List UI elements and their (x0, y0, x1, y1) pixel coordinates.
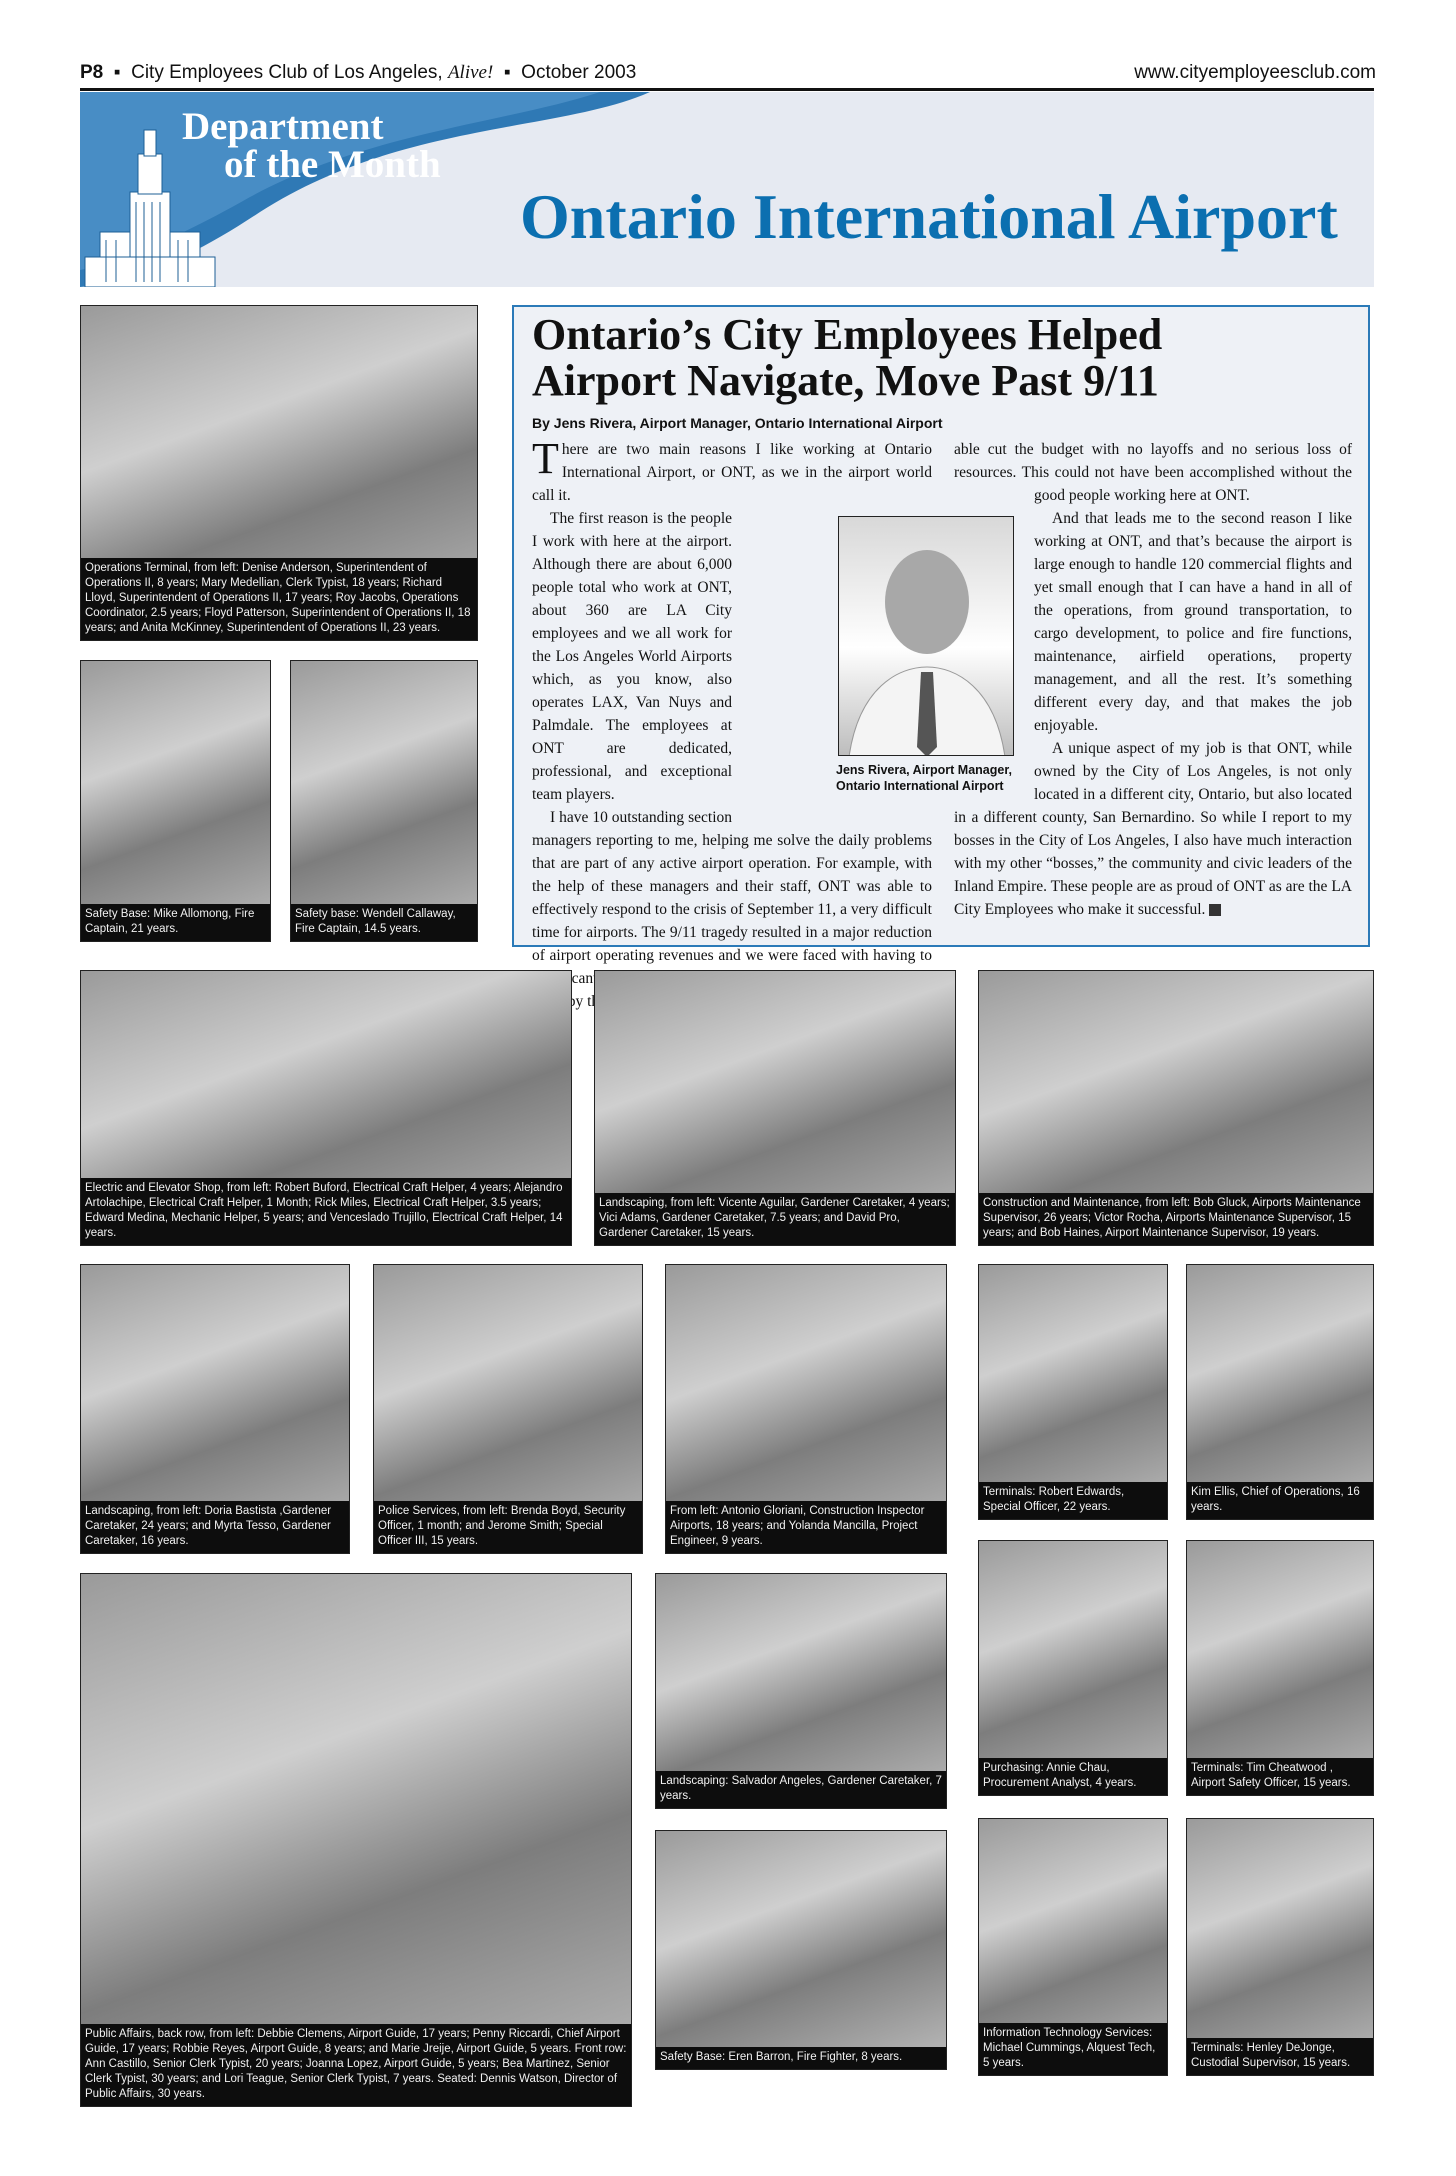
issue-date: October 2003 (521, 62, 637, 83)
photo-police-services (373, 1264, 643, 1554)
photo-mike-allomong (80, 660, 271, 942)
article-byline: By Jens Rivera, Airport Manager, Ontario International Airport (532, 415, 943, 431)
photo-eren-barron (655, 1830, 947, 2070)
article-title-line1: Ontario’s City Employees Helped (532, 310, 1163, 359)
photo-salvador-angeles (655, 1573, 947, 1809)
photo-construction-maintenance (978, 970, 1374, 1246)
website-link[interactable]: www.cityemployeesclub.com (1134, 62, 1376, 83)
photo-michael-cummings (978, 1818, 1168, 2076)
paragraph-2: The first reason is the people I work with here at the airport. Although there are about 6,000 people total who work at ONT, about 360 are LA City employees and we all work for the Los Angeles World Airports which, as you know, also operates LAX, Van Nuys and Palmdale. The employees at ONT are dedicated, professional, and exceptional team players. (532, 510, 732, 803)
drop-cap: T (532, 434, 559, 483)
photo-caption: Terminals: Henley DeJonge, Custodial Supervisor, 15 years. (1187, 2038, 1373, 2075)
photo-caption: Safety base: Wendell Callaway, Fire Captain, 14.5 years. (291, 904, 477, 941)
paragraph-5: And that leads me to the second reason I like working at ONT, and that’s because the airport is large enough to handle 120 commercial flights and yet small enough that I can have a hand in all of the operations, from ground transportation, to cargo development, to police and fire functions, maintenance, airfield operations, property management, and all the rest. It’s something different every day, and that makes the job enjoyable. (1034, 510, 1352, 734)
photo-henley-dejonge (1186, 1818, 1374, 2076)
section-heading-line2: of the Month (224, 143, 441, 186)
photo-caption: Terminals: Tim Cheatwood , Airport Safety Officer, 15 years. (1187, 1758, 1373, 1795)
photo-kim-ellis (1186, 1264, 1374, 1520)
article-title (532, 312, 1352, 404)
photo-public-affairs (80, 1573, 632, 2107)
section-heading-line1: Department (182, 105, 384, 148)
portrait-caption (836, 762, 1026, 794)
photo-caption: Operations Terminal, from left: Denise Anderson, Superintendent of Operations II, 8 years; Mary Medellian, Clerk Typist, 18 years; Richard Lloyd, Superintendent of Operations II, 17 years; Roy Jacobs, Operations Coordinator, 2.5 years; Floyd Patterson, Superintendent of Operations II, 18 years; and Anita McKinney, Superintendent of Operations II, 23 years. (81, 558, 477, 640)
photo-caption: Landscaping, from left: Doria Bastista ,Gardener Caretaker, 24 years; and Myrta Tesso, Gardener Caretaker, 16 years. (81, 1501, 349, 1553)
photo-wendell-callaway (290, 660, 478, 942)
photo-caption: From left: Antonio Gloriani, Construction Inspector Airports, 18 years; and Yolanda Mancilla, Project Engineer, 9 years. (666, 1501, 946, 1553)
end-mark-icon (1209, 904, 1221, 916)
magazine-name: Alive! (447, 62, 494, 83)
article-title-line2: Airport Navigate, Move Past 9/11 (532, 356, 1159, 405)
portrait-caption-line1: Jens Rivera, Airport Manager, (836, 763, 1012, 777)
bullet-icon: ▪ (498, 62, 516, 83)
photo-caption: Landscaping, from left: Vicente Aguilar, Gardener Caretaker, 4 years; Vici Adams, Gardener Caretaker, 7.5 years; and David Pro, Gardener Caretaker, 15 years. (595, 1193, 955, 1245)
photo-tim-cheatwood (1186, 1540, 1374, 1796)
portrait-figure-icon (839, 517, 1014, 756)
photo-landscaping-group (594, 970, 956, 1246)
page-header (80, 62, 636, 84)
photo-robert-edwards (978, 1264, 1168, 1520)
photo-caption: Safety Base: Mike Allomong, Fire Captain, 21 years. (81, 904, 270, 941)
photo-electric-elevator-shop (80, 970, 572, 1246)
photo-construction-inspector (665, 1264, 947, 1554)
photo-caption: Public Affairs, back row, from left: Debbie Clemens, Airport Guide, 17 years; Penny Riccardi, Chief Airport Guide, 17 years; Robbie Reyes, Airport Guide, 8 years; and Marie Jreije, Airport Guide, 5 years. Front row: Ann Castillo, Senior Clerk Typist, 20 years; Joanna Lopez, Airport Guide, 5 years; Bea Martinez, Senior Clerk Typist, 30 years; and Lori Teague, Senior Clerk Typist, 7 years. Seated: Dennis Watson, Director of Public Affairs, 30 years. (81, 2024, 631, 2106)
paragraph-3: I have 10 outstanding section managers reporting to me, helping me solve the daily problems that are part of any active airport operation. For example, with the help of these managers and their staff, ONT was able to effectively respond to the crisis of September 11, a very difficult time for airports. The 9/11 tragedy resulted in a major reduction of airport operating revenues and we were faced with having to by (532, 809, 932, 1010)
header-rule (80, 88, 1374, 91)
photo-caption: Construction and Maintenance, from left: Bob Gluck, Airports Maintenance Supervisor, 26 years; Victor Rocha, Airports Maintenance Supervisor, 15 years; and Bob Haines, Airport Maintenance Supervisor, 19 years. (979, 1193, 1373, 1245)
page-title: Ontario International Airport (520, 181, 1338, 252)
photo-caption: Landscaping: Salvador Angeles, Gardener Caretaker, 7 years. (656, 1771, 946, 1808)
paragraph-6: A unique aspect of my job is that ONT, while owned by the City of Los Angeles, is not only located in a different city, Ontario, but also located in a different county, San Bernardino. So while I report to my bosses in the City of Los Angeles, I also have much interaction with my other “bosses,” the community and civic leaders of the Inland Empire. These people are as proud of ONT as are the LA City Employees who make it successful. (954, 740, 1352, 918)
bullet-icon: ▪ (108, 62, 126, 83)
photo-caption: Electric and Elevator Shop, from left: Robert Buford, Electrical Craft Helper, 4 years; Alejandro Artolachipe, Electrical Craft Helper, 1 Month; Rick Miles, Electrical Craft Helper, 3.5 years; Edward Medina, Mechanic Helper, 5 years; and Venceslado Trujillo, Electrical Craft Helper, 14 years. (81, 1178, 571, 1245)
section-heading (182, 105, 441, 186)
portrait-caption-line2: Ontario International Airport (836, 779, 1004, 793)
photo-caption: Purchasing: Annie Chau, Procurement Analyst, 4 years. (979, 1758, 1167, 1795)
portrait-photo (838, 516, 1014, 756)
page-number: P8 (80, 62, 104, 83)
photo-operations-terminal (80, 305, 478, 641)
photo-landscaping-pair (80, 1264, 350, 1554)
photo-caption: Terminals: Robert Edwards, Special Officer, 22 years. (979, 1482, 1167, 1519)
photo-caption: Information Technology Services: Michael Cummings, Alquest Tech, 5 years. (979, 2023, 1167, 2075)
club-name: City Employees Club of Los Angeles, (131, 62, 443, 83)
photo-caption: Police Services, from left: Brenda Boyd, Security Officer, 1 month; and Jerome Smith; Special Officer III, 15 years. (374, 1501, 642, 1553)
paragraph-1: here are two main reasons I like working at Ontario International Airport, or ONT, as we in the airport world call it. (532, 441, 932, 504)
photo-caption: Safety Base: Eren Barron, Fire Fighter, 8 years. (656, 2047, 946, 2069)
photo-caption: Kim Ellis, Chief of Operations, 16 years. (1187, 1482, 1373, 1519)
paragraph-4: able cut the budget with no layoffs and no serious loss of resources. This could not have been accomplished without the good people working here at ONT. (954, 441, 1352, 504)
photo-annie-chau (978, 1540, 1168, 1796)
